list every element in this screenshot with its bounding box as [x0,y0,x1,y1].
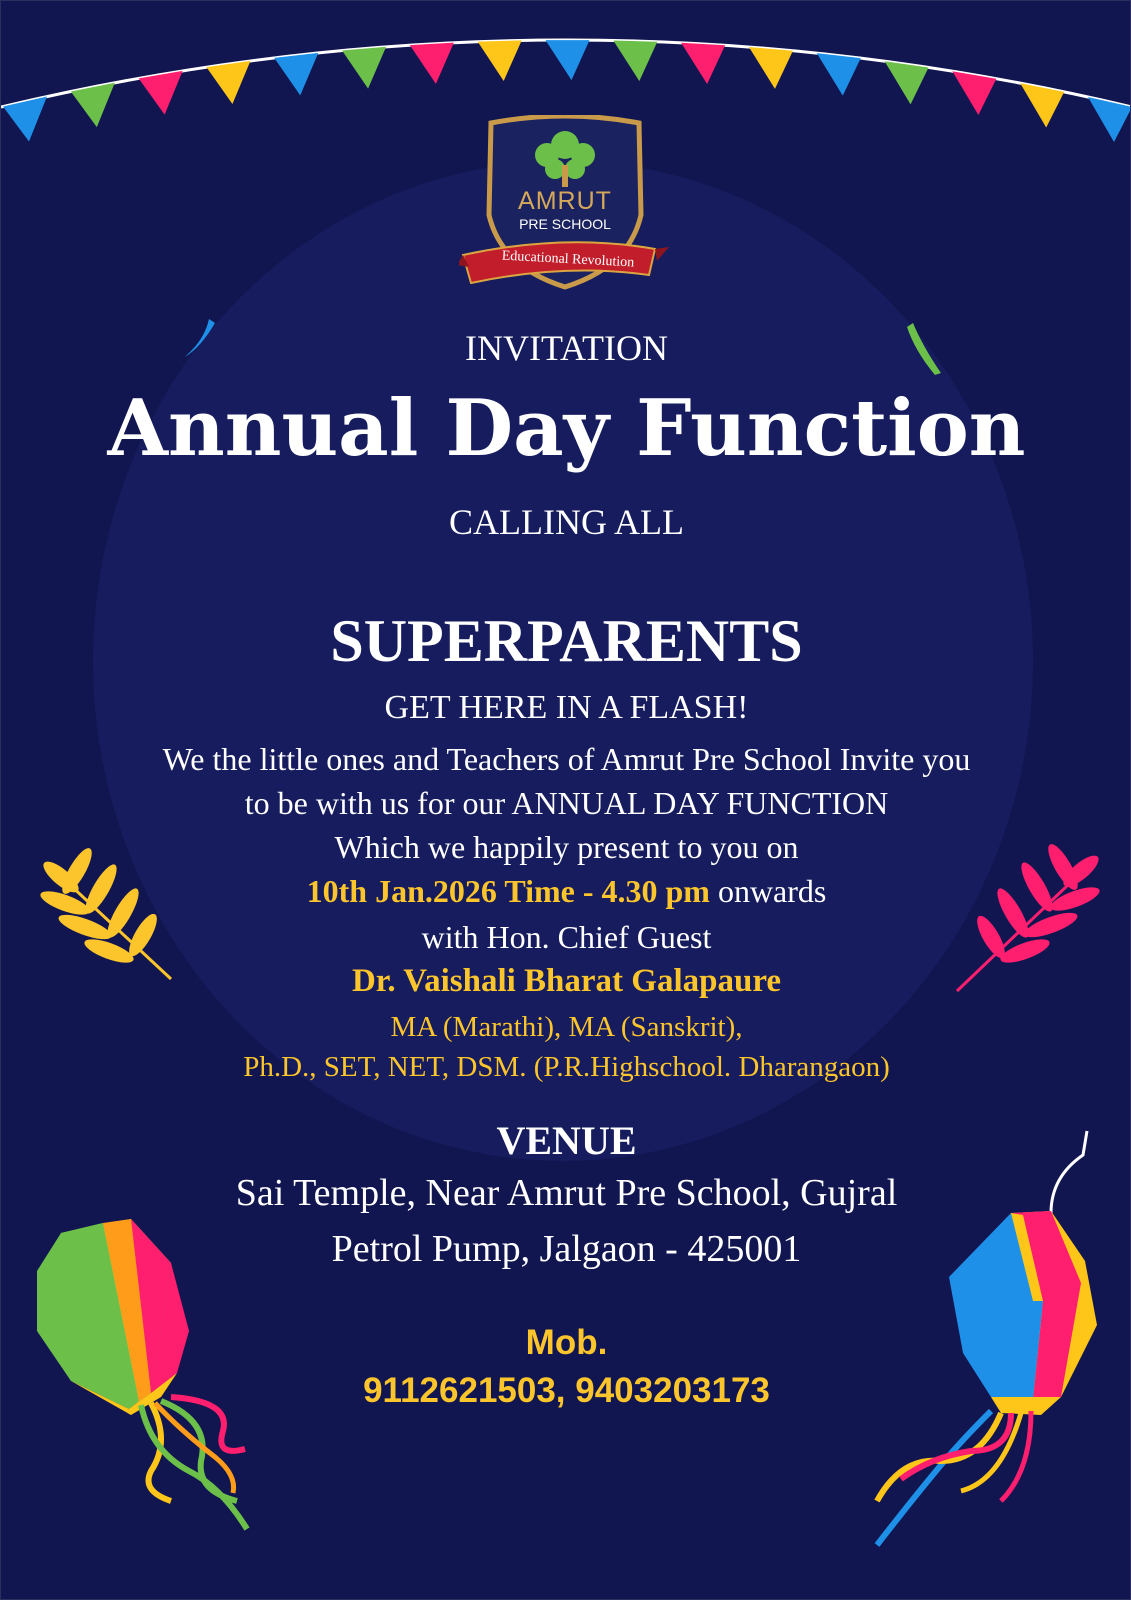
page-title: Annual Day Function [107,383,1026,474]
bunting-flag [681,43,725,84]
venue-heading: VENUE [496,1118,637,1163]
bunting-flag [546,40,590,80]
bunting-flag [410,43,454,84]
bunting-flag [3,97,47,142]
bunting-flag [613,40,657,81]
bunting-flag [274,53,318,95]
school-subtitle: PRE SCHOOL [519,216,611,232]
bunting-flag [749,47,793,89]
guest-qualifications-1: MA (Marathi), MA (Sanskrit), [390,1011,743,1043]
bunting-flag [885,61,929,104]
event-datetime: 10th Jan.2026 Time - 4.30 pm [306,873,710,909]
audience-heading: SUPERPARENTS [330,608,803,674]
contact-label: Mob. [525,1323,608,1362]
message-line-3: Which we happily present to you on [334,829,799,865]
school-crest [459,115,671,305]
message-line-2: to be with us for our ANNUAL DAY FUNCTION [244,785,889,821]
calling-text: CALLING ALL [449,502,684,542]
school-name: AMRUT [518,187,612,215]
contact-numbers: 9112621503, 9403203173 [363,1371,770,1410]
datetime-suffix: onwards [709,873,827,909]
guest-intro: with Hon. Chief Guest [421,919,712,955]
guest-name: Dr. Vaishali Bharat Galapaure [351,963,782,999]
invitation-label: INVITATION [464,328,669,368]
bunting-flag [139,71,183,115]
bunting-flag [817,53,861,96]
datetime-line [1,873,1131,910]
school-tagline: Educational Revolution [501,248,635,271]
bunting-flag [952,71,996,115]
hook-text: GET HERE IN A FLASH! [384,689,749,726]
venue-address-2: Petrol Pump, Jalgaon - 425001 [331,1228,802,1270]
venue-address-1: Sai Temple, Near Amrut Pre School, Gujral [235,1172,898,1214]
bunting-flag [206,61,250,104]
message-line-1: We the little ones and Teachers of Amrut Pre School Invite you [162,741,971,777]
guest-qualifications-2: Ph.D., SET, NET, DSM. (P.R.Highschool. Dharangaon) [243,1051,890,1083]
bunting-flag [342,47,386,89]
bunting-flag [478,40,522,81]
